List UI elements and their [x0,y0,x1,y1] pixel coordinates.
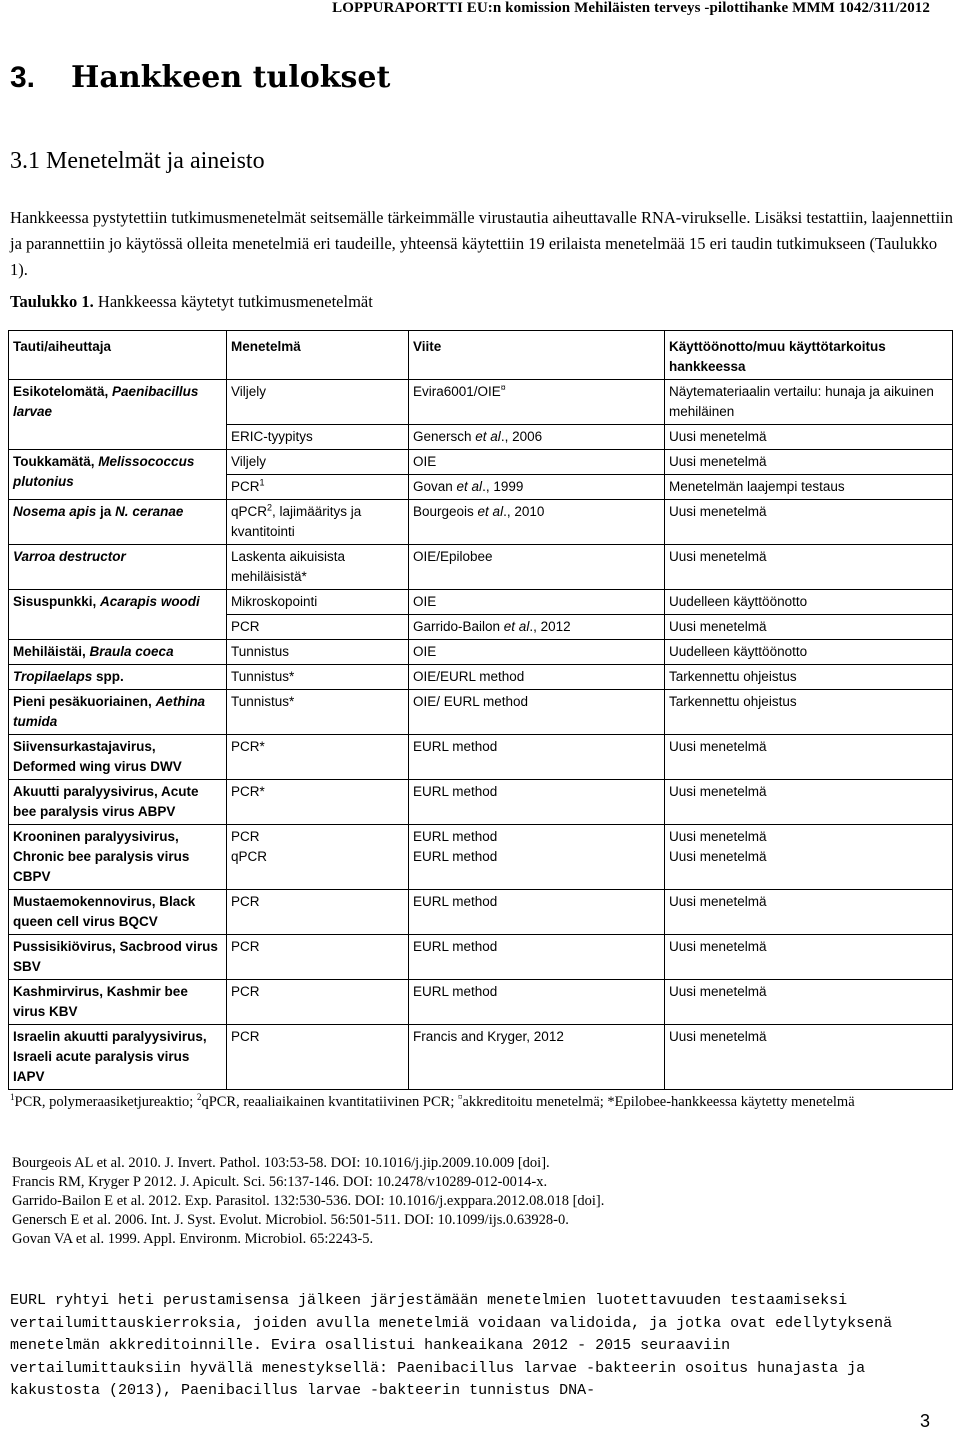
header-method: Menetelmä [227,331,409,380]
disease-cell: Pussisikiövirus, Sacbrood virus SBV [9,935,227,980]
section-title: Hankkeen tulokset [71,60,391,95]
reference-cell: OIE/Epilobee [409,545,665,590]
purpose-cell: Uusi menetelmä [665,735,953,780]
purpose-cell: Uusi menetelmä [665,780,953,825]
purpose-cell: Uusi menetelmä [665,500,953,545]
purpose-cell: Näytemateriaalin vertailu: hunaja ja aikuinen mehiläinen [665,380,953,425]
table-footnote: $^1$PCR, polymeraasiketjureaktio; $^2$qPCR, reaaliaikainen kvantitatiivinen PCR; ¤akkreditoitu menetelmä; *Epilobee-hankkeessa käytetty menetelmä [10,1092,855,1110]
reference-cell: EURL method [409,735,665,780]
table-row [9,640,953,665]
intro-paragraph: Hankkeessa pystytettiin tutkimusmenetelmät seitsemälle tärkeimmälle virustautia aiheuttavalle RNA-virukselle. Lisäksi testattiin, laajennettiin ja parannettiin jo käytössä olleita menetelmiä eri taudeille, yhteensä käytettiin 19 erilaista menetelmää 15 eri taudin tutkimukseen (Taulukko 1). [10,208,953,279]
purpose-cell: Uudelleen käyttöönotto [665,640,953,665]
header-purpose: Käyttöönotto/muu käyttötarkoitus hankkeessa [665,331,953,380]
table-row [9,890,953,935]
header-disease: Tauti/aiheuttaja [9,331,227,380]
purpose-cell: Uusi menetelmä Uusi menetelmä [665,825,953,890]
page-number: 3 [919,1411,930,1431]
table-row [9,590,953,615]
method-cell: PCR* [227,780,409,825]
purpose-cell: Uusi menetelmä [665,1025,953,1090]
method-cell: PCR [227,615,409,640]
purpose-cell: Tarkennettu ohjeistus [665,690,953,735]
purpose-cell: Menetelmän laajempi testaus [665,475,953,500]
table-row [9,380,953,425]
table-row [9,500,953,545]
reference-cell: OIE [409,590,665,615]
method-cell: PCR [227,935,409,980]
table-row [9,450,953,475]
method-cell: PCR qPCR [227,825,409,890]
method-cell: Tunnistus* [227,690,409,735]
method-cell: Tunnistus* [227,665,409,690]
section-heading [10,60,390,95]
purpose-cell: Uudelleen käyttöönotto [665,590,953,615]
reference-cell: EURL method [409,780,665,825]
running-header: LOPPURAPORTTI EU:n komission Mehiläisten terveys -pilottihanke MMM 1042/311/2012 [332,0,930,16]
reference-item: Genersch E et al. 2006. Int. J. Syst. Evolut. Microbiol. 56:501-511. DOI: 10.1099/ijs.0.63928-0. [12,1212,569,1228]
method-cell: qPCR$^2$, lajimääritys ja kvantitointi [227,500,409,545]
table-row [9,545,953,590]
reference-cell: EURL method [409,935,665,980]
method-cell: Tunnistus [227,640,409,665]
method-cell: Viljely [227,380,409,425]
disease-cell: Siivensurkastajavirus, Deformed wing virus DWV [9,735,227,780]
header-reference: Viite [409,331,665,380]
method-cell: PCR [227,1025,409,1090]
subsection-heading: 3.1 Menetelmät ja aineisto [10,148,265,174]
purpose-cell: Uusi menetelmä [665,980,953,1025]
reference-cell: Evira6001/OIE¤ [409,380,665,425]
reference-item: Bourgeois AL et al. 2010. J. Invert. Pathol. 103:53-58. DOI: 10.1016/j.jip.2009.10.009 [doi]. [12,1155,550,1171]
purpose-cell: Uusi menetelmä [665,545,953,590]
reference-cell: Genersch et al., 2006 [409,425,665,450]
table-caption-label: Taulukko 1. [10,292,94,311]
disease-cell: Kashmirvirus, Kashmir bee virus KBV [9,980,227,1025]
table-caption-text: Hankkeessa käytetyt tutkimusmenetelmät [93,292,373,311]
reference-cell: Bourgeois et al., 2010 [409,500,665,545]
purpose-cell: Tarkennettu ohjeistus [665,665,953,690]
purpose-cell: Uusi menetelmä [665,935,953,980]
reference-cell: OIE [409,640,665,665]
table-row [9,690,953,735]
disease-cell: Nosema apis ja N. ceranae [9,500,227,545]
disease-cell: Varroa destructor [9,545,227,590]
purpose-cell: Uusi menetelmä [665,890,953,935]
reference-cell: EURL method [409,890,665,935]
purpose-cell: Uusi menetelmä [665,615,953,640]
disease-cell: Mustaemokennovirus, Black queen cell virus BQCV [9,890,227,935]
disease-cell: Krooninen paralyysivirus, Chronic bee paralysis virus CBPV [9,825,227,890]
reference-cell: EURL method EURL method [409,825,665,890]
disease-cell: Tropilaelaps spp. [9,665,227,690]
purpose-cell: Uusi menetelmä [665,450,953,475]
disease-cell: Israelin akuutti paralyysivirus, Israeli acute paralysis virus IAPV [9,1025,227,1090]
method-cell: PCR [227,980,409,1025]
disease-cell: Pieni pesäkuoriainen, Aethina tumida [9,690,227,735]
reference-list [12,1154,604,1249]
table-row [9,780,953,825]
method-cell: Laskenta aikuisista mehiläisistä* [227,545,409,590]
method-cell: PCR* [227,735,409,780]
table-row [9,935,953,980]
reference-cell: OIE [409,450,665,475]
method-cell: Mikroskopointi [227,590,409,615]
disease-cell: Esikotelomätä, Paenibacillus larvae [9,380,227,450]
disease-cell: Sisuspunkki, Acarapis woodi [9,590,227,640]
reference-item: Govan VA et al. 1999. Appl. Environm. Microbiol. 65:2243-5. [12,1231,374,1247]
closing-paragraph: EURL ryhtyi heti perustamisensa jälkeen järjestämään menetelmien luotettavuuden testaamiseksi vertailumittauskierroksia, joiden avulla menetelmiä voidaan validoida, ja jotka ovat edellytyksenä menetelmän akkreditoinnille. Evira osallistui hankeaikana 2012 - 2015 seuraaviin vertailumittauksiin hyvällä menestyksellä: Paenibacillus larvae -bakteerin osoitus hunajasta ja kakustosta (2013), Paenibacillus larvae -bakteerin tunnistus DNA- [10,1292,893,1399]
method-cell: ERIC-tyypitys [227,425,409,450]
reference-cell: Garrido-Bailon et al., 2012 [409,615,665,640]
method-cell: PCR$^1$ [227,475,409,500]
table-caption [10,292,373,312]
disease-cell: Mehiläistäi, Braula coeca [9,640,227,665]
method-cell: Viljely [227,450,409,475]
disease-cell: Akuutti paralyysivirus, Acute bee paralysis virus ABPV [9,780,227,825]
reference-item: Francis RM, Kryger P 2012. J. Apicult. Sci. 56:137-146. DOI: 10.2478/v10289-012-0014-x. [12,1174,548,1190]
table-row [9,1025,953,1090]
reference-cell: EURL method [409,980,665,1025]
table-row [9,665,953,690]
table-row [9,980,953,1025]
reference-cell: OIE/ EURL method [409,690,665,735]
reference-cell: Francis and Kryger, 2012 [409,1025,665,1090]
reference-item: Garrido-Bailon E et al. 2012. Exp. Parasitol. 132:530-536. DOI: 10.1016/j.exppara.2012.08.018 [doi]. [12,1193,605,1209]
purpose-cell: Uusi menetelmä [665,425,953,450]
method-cell: PCR [227,890,409,935]
section-number: 3. [10,61,36,94]
table-row [9,735,953,780]
table-header-row [9,331,953,380]
methods-table [8,330,953,1090]
reference-cell: Govan et al., 1999 [409,475,665,500]
table-row [9,825,953,890]
disease-cell: Toukkamätä, Melissococcus plutonius [9,450,227,500]
reference-cell: OIE/EURL method [409,665,665,690]
